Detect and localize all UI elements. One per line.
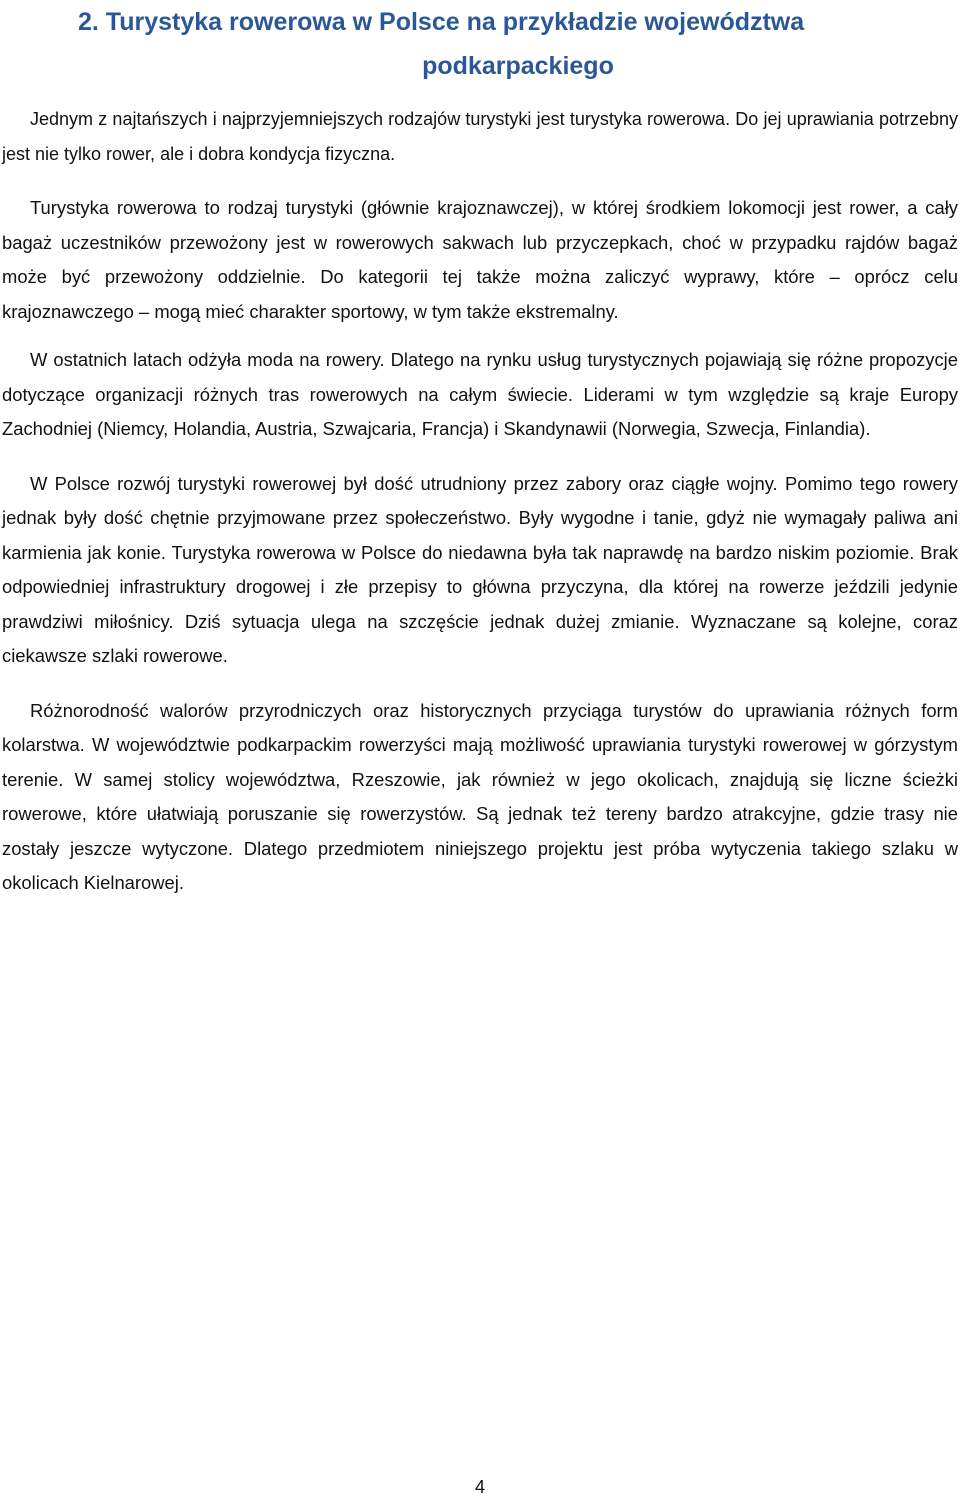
paragraph-definition: Turystyka rowerowa to rodzaj turystyki (głównie krajoznawczej), w której środkiem lokomocji jest rower, a cały bagaż uczestników przewożony jest w rowerowych sakwach lub przyczepkach, choć w przypadku rajdów bagaż może być przewożony oddzielnie. Do kategorii tej także można zaliczyć wyprawy, które – oprócz celu krajoznawczego – mogą mieć charakter sportowy, w tym także ekstremalny. — [2, 197, 958, 322]
paragraph-intro: Jednym z najtańszych i najprzyjemniejszych rodzajów turystyki jest turystyka rowerowa. Do jej uprawiania potrzebny jest nie tylko rower, ale i dobra kondycja fizyczna. — [2, 109, 958, 164]
section-heading-line-1: 2. Turystyka rowerowa w Polsce na przykładzie województwa — [78, 8, 805, 36]
paragraph-podkarpackie: Różnorodność walorów przyrodniczych oraz historycznych przyciąga turystów do uprawiania różnych form kolarstwa. W województwie podkarpackim rowerzyści mają możliwość uprawiania turystyki rowerowej w górzystym terenie. W samej stolicy województwa, Rzeszowie, jak również w jego okolicach, znajdują się liczne ścieżki rowerowe, które ułatwiają poruszanie się rowerzystów. Są jednak też tereny bardzo atrakcyjne, gdzie trasy nie zostały jeszcze wytyczone. Dlatego przedmiotem niniejszego projektu jest próba wytyczenia takiego szlaku w okolicach Kielnarowej. — [2, 699, 958, 893]
section-heading-line-2: podkarpackiego — [422, 52, 614, 80]
section-heading — [2, 0, 958, 88]
page-number: 4 — [474, 1477, 485, 1497]
paragraph-poland-history: W Polsce rozwój turystyki rowerowej był dość utrudniony przez zabory oraz ciągłe wojny. Pomimo tego rowery jednak były dość chętnie przyjmowane przez społeczeństwo. Były wygodne i tanie, gdyż nie wymagały paliwa ani karmienia jak konie. Turystyka rowerowa w Polsce do niedawna była tak naprawdę na bardzo niskim poziomie. Brak odpowiedniej infrastruktury drogowej i złe przepisy to główna przyczyna, dla której na rowerze jeździli jedynie prawdziwi miłośnicy. Dziś sytuacja ulega na szczęście jednak dużej zmianie. Wyznaczane są kolejne, coraz ciekawsze szlaki rowerowe. — [2, 472, 958, 666]
paragraph-trends: W ostatnich latach odżyła moda na rowery. Dlatego na rynku usług turystycznych pojawiają się różne propozycje dotyczące organizacji różnych tras rowerowych na całym świecie. Liderami w tym względzie są kraje Europy Zachodniej (Niemcy, Holandia, Austria, Szwajcaria, Francja) i Skandynawii (Norwegia, Szwecja, Finlandia). — [2, 349, 958, 439]
